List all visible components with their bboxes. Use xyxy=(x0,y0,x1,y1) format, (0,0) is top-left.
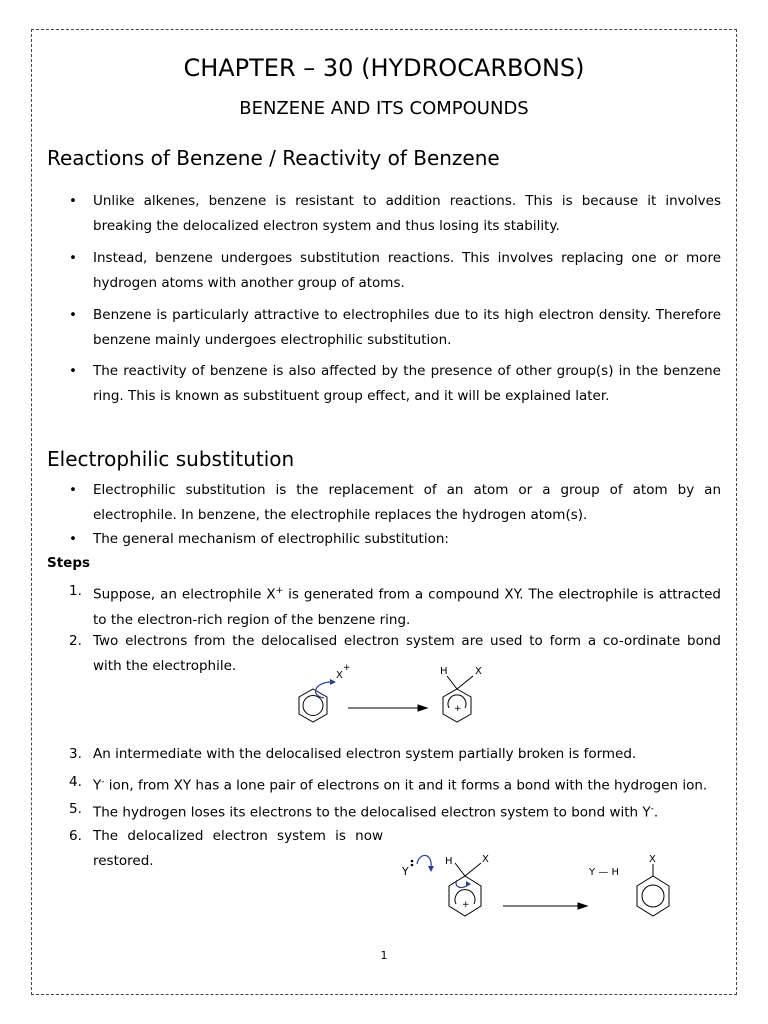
hydrogen-label: H xyxy=(440,666,448,677)
chapter-title: CHAPTER – 30 (HYDROCARBONS) xyxy=(183,54,585,82)
step-text: The hydrogen loses its electrons to the delocalised electron system to bond with Y xyxy=(93,804,651,821)
mechanism-diagram-step2 xyxy=(280,656,510,736)
step-text: An intermediate with the delocalised electron system partially broken is formed. xyxy=(93,746,637,762)
step-text: The delocalized electron system is now restored. xyxy=(93,828,383,869)
bullet-item: • The reactivity of benzene is also affected by the presence of other group(s) in the benzene ring. This is known as substituent group effect, and it will be explained later. xyxy=(93,359,721,409)
chapter-subtitle: BENZENE AND ITS COMPOUNDS xyxy=(239,98,529,119)
step-number: 2. xyxy=(69,633,82,649)
ring-charge: + xyxy=(462,900,470,910)
electrophile-label: X xyxy=(336,670,343,681)
step-text: is generated from a compound XY. The electrophile is attracted to the electron-rich region of the benzene ring. xyxy=(93,586,721,628)
step-text: Suppose, an electrophile X xyxy=(93,586,276,603)
step-number: 6. xyxy=(69,828,82,844)
steps-label: Steps xyxy=(47,555,91,571)
electrophile-charge: + xyxy=(343,663,351,673)
step-text: Y xyxy=(93,777,102,794)
section-heading-reactions: Reactions of Benzene / Reactivity of Benzene xyxy=(47,146,500,170)
charge-superscript: - xyxy=(101,777,105,787)
bullet-item: • Benzene is particularly attractive to electrophiles due to its high electron density. Therefore benzene mainly undergoes electrophilic substitution. xyxy=(93,303,721,353)
mechanism-diagram-step6 xyxy=(395,848,695,938)
substituent-label: X xyxy=(475,666,482,677)
substituent-label: X xyxy=(482,854,489,865)
bullet-item: • The general mechanism of electrophilic substitution: xyxy=(93,527,721,552)
product-substituent-label: X xyxy=(649,854,656,865)
step-item xyxy=(69,797,721,826)
step-number: 3. xyxy=(69,746,82,762)
charge-superscript: - xyxy=(650,804,654,814)
step-text: Two electrons from the delocalised electron system are used to form a co-ordinate bond with the electrophile. xyxy=(93,633,721,674)
bullet-item: • Unlike alkenes, benzene is resistant to addition reactions. This is because it involves breaking the delocalized electron system and thus losing its stability. xyxy=(93,189,721,239)
section-heading-electrophilic: Electrophilic substitution xyxy=(47,447,295,471)
step-number: 5. xyxy=(69,801,82,817)
hydrogen-label: H xyxy=(445,856,453,867)
step-item xyxy=(69,824,383,874)
charge-superscript: + xyxy=(275,586,284,596)
product-label: Y — H xyxy=(589,867,619,878)
nucleophile-label: Y xyxy=(402,865,409,878)
ring-charge: + xyxy=(454,704,462,714)
bullet-item: • Electrophilic substitution is the replacement of an atom or a group of atom by an electrophile. In benzene, the electrophile replaces the hydrogen atom(s). xyxy=(93,478,721,528)
step-item xyxy=(69,579,721,633)
step-number: 4. xyxy=(69,774,82,790)
bullet-item: • Instead, benzene undergoes substitution reactions. This involves replacing one or more hydrogen atoms with another group of atoms. xyxy=(93,246,721,296)
step-text: ion, from XY has a lone pair of electrons on it and it forms a bond with the hydrogen ion. xyxy=(104,777,708,794)
step-text: . xyxy=(653,804,659,821)
page-number: 1 xyxy=(380,949,388,962)
step-number: 1. xyxy=(69,583,82,599)
step-item xyxy=(69,770,721,799)
step-item xyxy=(69,742,721,767)
